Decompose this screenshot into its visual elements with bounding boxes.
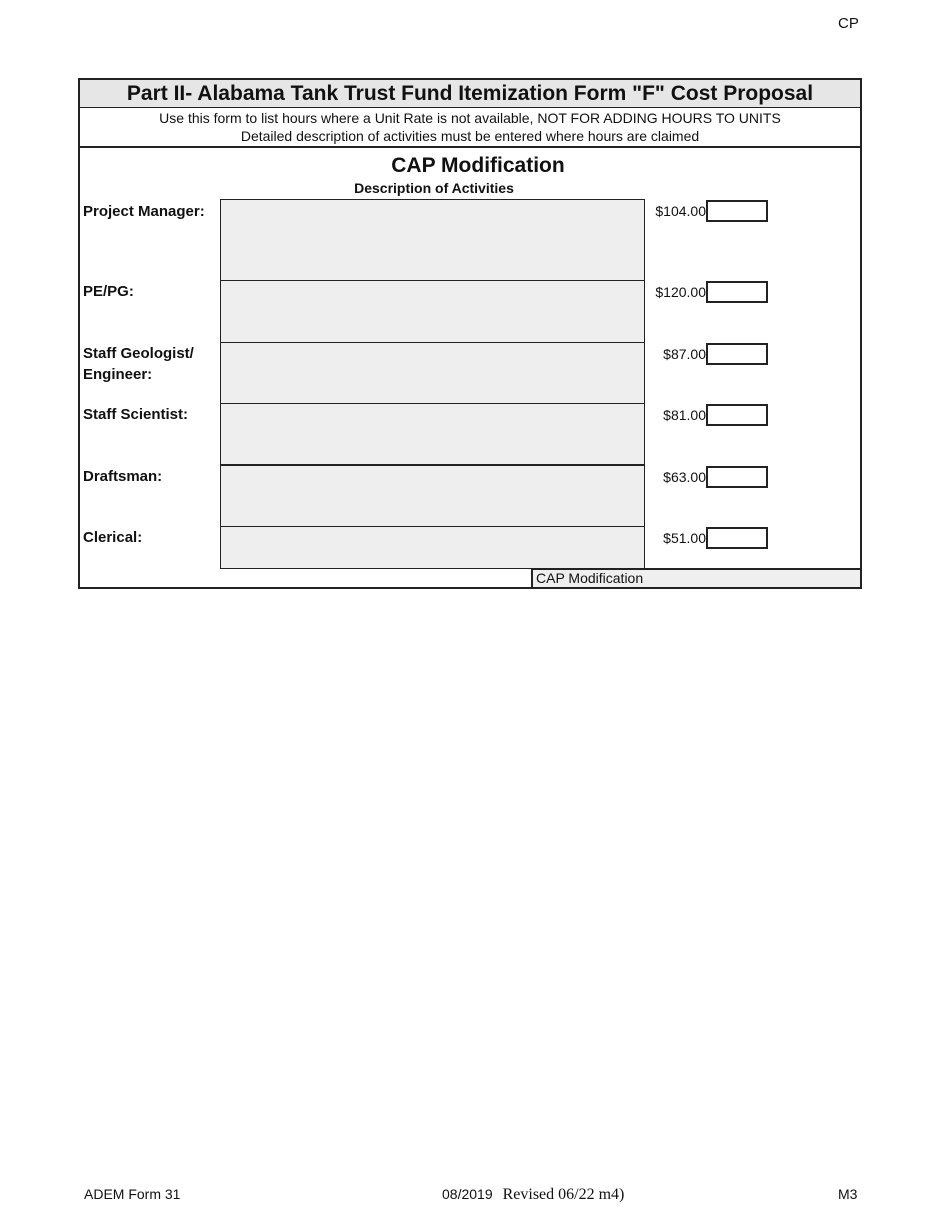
hours-field-pe-pg[interactable]	[706, 281, 768, 303]
footer-date: 08/2019	[442, 1186, 493, 1202]
rate-staff-scientist: $81.00	[663, 407, 706, 423]
corner-mark: CP	[838, 15, 859, 32]
footer-revision: Revised 06/22 m4)	[502, 1186, 625, 1203]
form-title: Part II- Alabama Tank Trust Fund Itemization Form "F" Cost Proposal	[80, 80, 860, 108]
role-label-draftsman: Draftsman:	[83, 468, 163, 485]
hours-field-staff-scientist[interactable]	[706, 404, 768, 426]
section-title: CAP Modification	[391, 154, 565, 177]
role-label-clerical: Clerical:	[83, 529, 143, 546]
hours-field-project-manager[interactable]	[706, 200, 768, 222]
description-field-staff-scientist[interactable]	[220, 403, 645, 465]
role-label-staff-scientist: Staff Scientist:	[83, 406, 189, 423]
instruction-line-1: Use this form to list hours where a Unit Rate is not available, NOT FOR ADDING HOURS TO UNITS	[159, 110, 781, 126]
cost-proposal-form	[78, 78, 862, 589]
rate-draftsman: $63.00	[663, 469, 706, 485]
rate-staff-geologist-engineer: $87.00	[663, 346, 706, 362]
description-field-clerical[interactable]	[220, 526, 645, 569]
description-field-staff-geologist-engineer[interactable]	[220, 342, 645, 404]
role-label-pe-pg: PE/PG:	[83, 283, 134, 300]
hours-field-staff-geologist-engineer[interactable]	[706, 343, 768, 365]
hours-field-draftsman[interactable]	[706, 466, 768, 488]
footer-date-revision	[442, 1186, 624, 1204]
form-instructions	[80, 108, 860, 148]
description-field-project-manager[interactable]	[220, 199, 645, 281]
rate-clerical: $51.00	[663, 530, 706, 546]
description-header: Description of Activities	[354, 180, 514, 196]
hours-field-clerical[interactable]	[706, 527, 768, 549]
role-label-project-manager: Project Manager:	[83, 203, 205, 220]
footer-form-name: ADEM Form 31	[84, 1186, 181, 1202]
footer-page-code: M3	[838, 1186, 858, 1202]
instruction-line-2: Detailed description of activities must be entered where hours are claimed	[240, 128, 700, 144]
rate-pe-pg: $120.00	[655, 284, 706, 300]
description-field-pe-pg[interactable]	[220, 280, 645, 343]
role-label-staff-geologist-engineer: Staff Geologist/ Engineer:	[83, 345, 194, 383]
bottom-section-label: CAP Modification	[531, 568, 860, 587]
description-field-draftsman[interactable]	[220, 465, 645, 527]
rate-project-manager: $104.00	[655, 203, 706, 219]
